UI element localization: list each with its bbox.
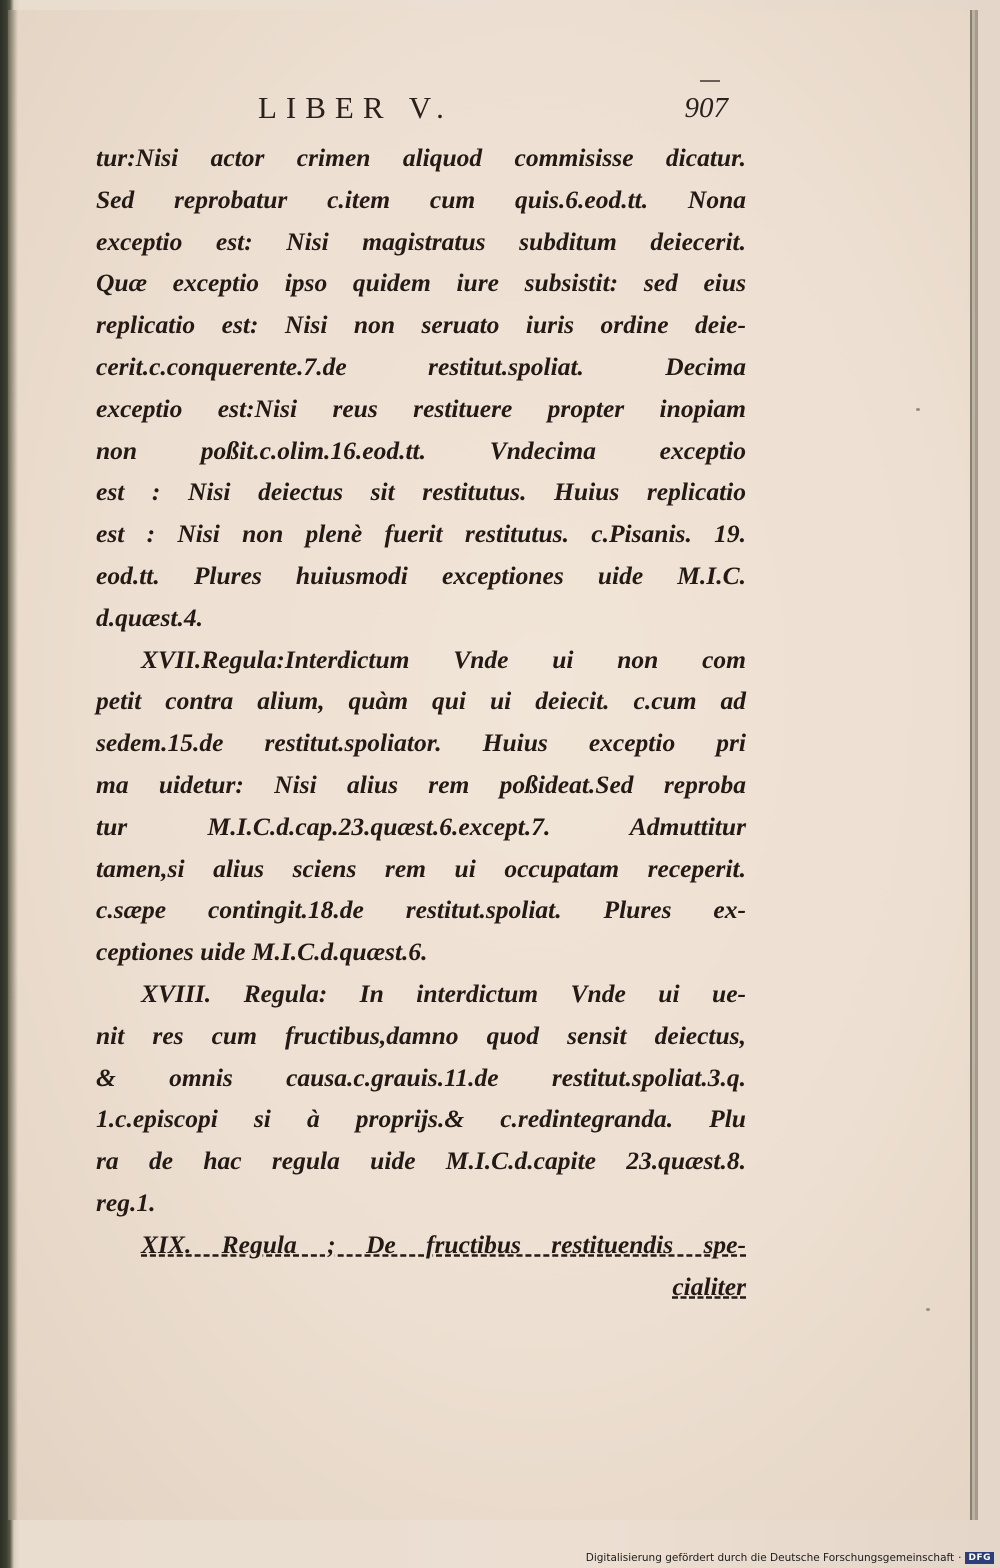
rule-heading-line: XVIII. Regula: In interdictum Vnde ui ue- [141, 978, 746, 1008]
text-line: & omnis causa.c.grauis.11.de restitut.spoliat.3.q. [96, 1062, 746, 1092]
text-line: non poßit.c.olim.16.eod.tt. Vndecima exceptio [96, 435, 746, 465]
text-line: tur:Nisi actor crimen aliquod commisisse dicatur. [96, 143, 746, 172]
page-number: 907 [684, 92, 728, 124]
running-head: LIBER V. [258, 90, 453, 125]
text-line: reg.1. [96, 1187, 156, 1217]
text-line: replicatio est: Nisi non seruato iuris ordine deie- [96, 310, 746, 340]
dfg-logo: DFG [965, 1552, 994, 1564]
text-line: Quæ exceptio ipso quidem iure subsistit: sed eius [96, 268, 746, 298]
credit-text: Digitalisierung gefördert durch die Deutsche Forschungsgemeinschaft [585, 1552, 955, 1564]
text-line: ra de hac regula uide M.I.C.d.capite 23.quæst.8. [96, 1146, 746, 1176]
text-line: c.sæpe contingit.18.de restitut.spoliat. Plures ex- [96, 895, 746, 925]
text-line: 1.c.episcopi si à proprijs.& c.redintegranda. Plu [96, 1104, 746, 1134]
text-line: d.quæst.4. [96, 602, 203, 632]
text-line: sedem.15.de restitut.spoliator. Huius exceptio pri [96, 728, 746, 758]
text-line: ma uidetur: Nisi alius rem poßideat.Sed reproba [96, 769, 746, 799]
text-line: exceptio est:Nisi reus restituere propter inopiam [96, 393, 746, 423]
rule-heading-line: XVII.Regula:Interdictum Vnde ui non com [141, 644, 746, 674]
text-line: est : Nisi deiectus sit restitutus. Huius replicatio [96, 477, 746, 507]
text-line: cerit.c.conquerente.7.de restitut.spoliat. Decima [96, 351, 746, 381]
paper-speck [926, 1308, 930, 1311]
text-line: petit contra alium, quàm qui ui deiecit. c.cum ad [96, 686, 746, 716]
text-line: tamen,si alius sciens rem ui occupatam receperit. [96, 853, 746, 883]
book-page [8, 10, 972, 1520]
digitization-credit [586, 1552, 994, 1564]
text-line: exceptio est: Nisi magistratus subditum deiecerit. [96, 226, 746, 256]
rule-heading-line: XIX. Regula ; De fructibus restituendis spe- [141, 1229, 746, 1259]
text-line: nit res cum fructibus,damno quod sensit deiectus, [96, 1020, 746, 1050]
body-text [96, 137, 746, 1307]
text-line: ceptiones uide M.I.C.d.quæst.6. [96, 937, 428, 967]
page-gutter-shadow [8, 10, 18, 1520]
paper-speck [916, 408, 920, 411]
text-line: eod.tt. Plures huiusmodi exceptiones uide M.I.C. [96, 560, 746, 590]
text-line: tur M.I.C.d.cap.23.quæst.6.except.7. Admuttitur [96, 811, 746, 841]
folio-mark [700, 80, 720, 82]
page-header [258, 90, 728, 130]
credit-separator: · [958, 1552, 962, 1564]
text-line: Sed reprobatur c.item cum quis.6.eod.tt. Nona [96, 184, 746, 214]
catchword: cialiter [672, 1271, 746, 1301]
text-line: est : Nisi non plenè fuerit restitutus. c.Pisanis. 19. [96, 519, 746, 549]
